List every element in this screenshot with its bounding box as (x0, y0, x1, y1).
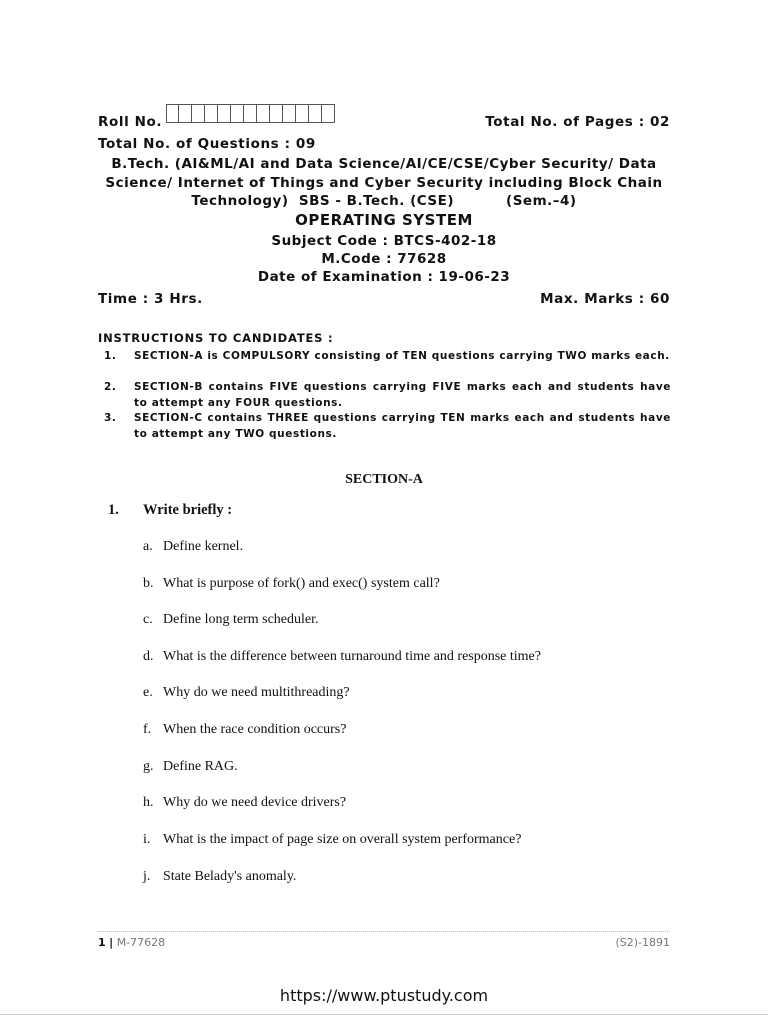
roll-number-box[interactable] (244, 104, 257, 123)
sub-question: f. When the race condition occurs? (143, 722, 347, 737)
roll-number-box[interactable] (270, 104, 283, 123)
roll-number-box[interactable] (322, 104, 335, 123)
sub-question: g. Define RAG. (143, 759, 238, 774)
page-number: 1 (98, 936, 106, 949)
footer-mcode: M-77628 (116, 936, 166, 949)
instruction-item (106, 411, 671, 442)
roll-number-box[interactable] (296, 104, 309, 123)
footer-paper-id: (S2)-1891 (615, 936, 670, 949)
max-marks: Max. Marks : 60 (540, 291, 670, 307)
sub-question: b. What is purpose of fork() and exec() system call? (143, 576, 440, 591)
roll-number-box[interactable] (205, 104, 218, 123)
question-title: Write briefly : (143, 502, 233, 518)
total-pages: Total No. of Pages : 02 (485, 114, 670, 130)
bottom-rule (0, 1014, 768, 1015)
instruction-item (106, 349, 671, 365)
sub-question: j. State Belady's anomaly. (143, 869, 297, 884)
footer-divider (98, 931, 670, 932)
footer-separator: | (109, 936, 114, 949)
question-number: 1. (108, 502, 119, 518)
roll-number-box[interactable] (309, 104, 322, 123)
sub-question: d. What is the difference between turnaround time and response time? (143, 649, 541, 664)
roll-number-box[interactable] (166, 104, 179, 123)
sub-question: c. Define long term scheduler. (143, 612, 319, 627)
roll-number-box[interactable] (218, 104, 231, 123)
subject-code: Subject Code : BTCS-402-18 (271, 233, 497, 249)
instruction-text: SECTION-C contains THREE questions carrying TEN marks each and students have to attempt any TWO questions. (134, 412, 671, 440)
roll-number-box[interactable] (257, 104, 270, 123)
course-line-1: B.Tech. (AI&ML/AI and Data Science/AI/CE/CSE/Cyber Security/ Data (111, 156, 657, 172)
instruction-number: 2. (104, 381, 117, 393)
m-code: M.Code : 77628 (321, 251, 447, 267)
exam-date: Date of Examination : 19-06-23 (257, 269, 511, 285)
sub-question: e. Why do we need multithreading? (143, 685, 350, 700)
section-a-title: SECTION-A (345, 472, 423, 487)
sub-question: i. What is the impact of page size on overall system performance? (143, 832, 522, 847)
roll-number-box[interactable] (192, 104, 205, 123)
roll-number-label: Roll No. (98, 114, 163, 130)
instruction-text: SECTION-A is COMPULSORY consisting of TEN questions carrying TWO marks each. (134, 350, 670, 362)
sub-question: h. Why do we need device drivers? (143, 795, 347, 810)
exam-time: Time : 3 Hrs. (98, 291, 203, 307)
instruction-text: SECTION-B contains FIVE questions carrying FIVE marks each and students have to attempt any FOUR questions. (134, 381, 671, 409)
instruction-number: 3. (104, 412, 117, 424)
footer-page-info (98, 936, 165, 949)
roll-number-box[interactable] (283, 104, 296, 123)
subject-title: OPERATING SYSTEM (295, 211, 473, 229)
total-questions: Total No. of Questions : 09 (98, 136, 316, 152)
roll-number-box[interactable] (231, 104, 244, 123)
roll-number-boxes[interactable] (166, 104, 335, 123)
sub-question: a. Define kernel. (143, 539, 244, 554)
course-line-2: Science/ Internet of Things and Cyber Security including Block Chain (105, 175, 663, 191)
website-url-link[interactable]: https://www.ptustudy.com (279, 986, 489, 1005)
course-line-3: Technology) SBS - B.Tech. (CSE) (Sem.–4) (191, 193, 577, 209)
instruction-number: 1. (104, 350, 117, 362)
instruction-item (106, 380, 671, 411)
roll-number-box[interactable] (179, 104, 192, 123)
instructions-title: INSTRUCTIONS TO CANDIDATES : (98, 331, 334, 345)
